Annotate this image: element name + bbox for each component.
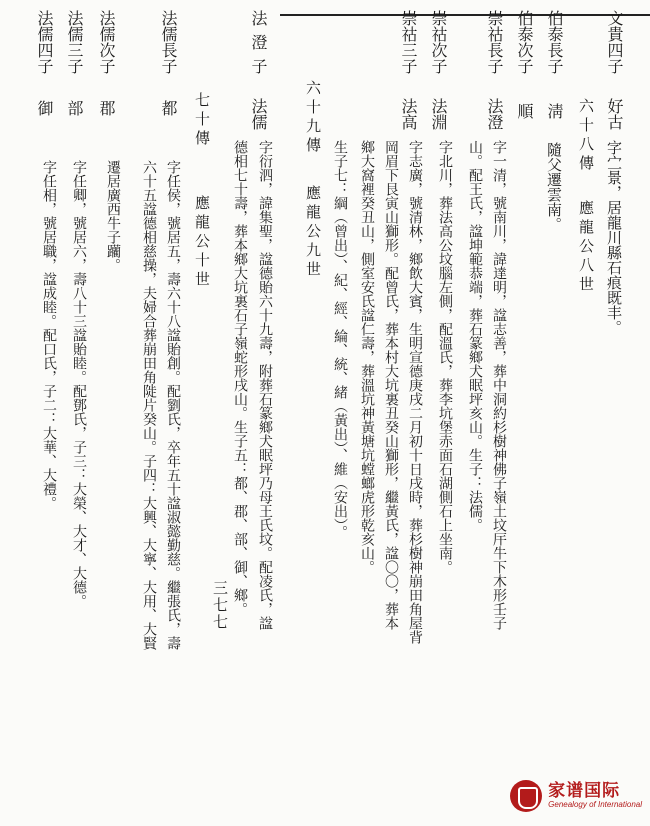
- name-haogu: 好古: [605, 98, 624, 130]
- header-name-col2: 伯泰長子: [545, 10, 564, 74]
- watermark-brand-cn: 家谱国际: [548, 781, 621, 802]
- generation-68-line: 應龍公八世: [577, 200, 595, 295]
- generation-68-label: 六十八傳: [577, 98, 595, 174]
- watermark-text: [548, 782, 642, 809]
- entry-jun: 遷居廣西牛子躪。: [105, 160, 121, 272]
- header-name-col6: 崇祜三子: [399, 10, 418, 74]
- name-du: 都: [159, 100, 178, 116]
- name-yu: 御: [35, 100, 54, 116]
- entry-fa-gao-4: 生子七：綱（曾出）、紀、經、綸、統、緒（黃出）、維（安出）。: [332, 140, 348, 539]
- entry-fa-gao-1: 字志廣，號清林，鄉飲大賓，生明宣德庚戌二月初十日戌時，葬杉樹神崩田角屋背: [407, 140, 423, 644]
- entry-fa-gao-3: 鄉大窩裡癸丑山，側室安氏諡仁壽，葬溫坑神黃塘坑螳螂虎形乾亥山。: [359, 140, 375, 574]
- entry-haogu: 字㝉景，居龍川縣石痕既丰。: [605, 140, 623, 335]
- name-shun: 順: [515, 103, 534, 119]
- generation-70-line: 應龍公十世: [193, 195, 211, 290]
- header-name-col1: 文貴四子: [605, 10, 624, 74]
- entry-fa-cheng-2: 山。配王氏，諡坤範恭端，葬石篆鄉犬眠坪亥山。生子：法儒。: [467, 140, 483, 532]
- top-rule: [280, 14, 650, 16]
- entry-fa-cheng-1: 字一清，號南川，諱達明，諡志善，葬中洞約杉樹神佛子嶺土坟厈牛下木形壬子: [491, 140, 507, 630]
- name-jun: 郡: [97, 100, 116, 116]
- name-qing: 淸: [545, 103, 564, 119]
- entry-yu: 字任相，號居職，諡成睦。配口氏，子二：大華、大禮。: [41, 160, 57, 510]
- entry-fa-ru-2: 德相七十壽，葬本鄉大坑裏石子嶺蛇形戌山。生子五：都、郡、部、御、鄉。: [232, 140, 248, 616]
- entry-bu: 字任卿，號居六，壽八十三諡貽睦。配鄧氏，子三：大榮、大才、大德。: [71, 160, 87, 608]
- entry-du-1: 字任侯，號居五，壽六十八諡貽創。配劉氏，卒年五十諡淑懿勤慈。繼張氏，壽: [165, 160, 181, 650]
- header-name-col8: 法儒長子: [159, 10, 178, 74]
- header-name-col10: 法儒三子: [65, 10, 84, 74]
- name-fa-yuan: 法淵: [429, 98, 448, 130]
- entry-fa-ru-1: 字衍泗，諱集聖，諡德貽六十九壽，附葬石篆鄉犬眠坪乃母王氏坟。配凌氏，諡: [257, 140, 273, 630]
- watermark: [510, 780, 642, 812]
- header-name-col4: 崇祜長子: [485, 10, 504, 74]
- generation-69-line: 應龍公九世: [304, 185, 322, 280]
- header-name-col11: 法儒四子: [35, 10, 54, 74]
- entry-fa-gao-2: 岡眉下艮寅山獅形。配曾氏，葬本村大坑裏丑癸山獅形，繼黃氏，諡〇〇，葬本: [383, 140, 399, 630]
- entry-qing: 隨父遷雲南。: [545, 142, 563, 232]
- header-name-col7: 法澄子: [249, 10, 268, 82]
- header-name-col5: 崇祜次子: [429, 10, 448, 74]
- entry-fa-yuan: 字北川，葬法高公坟腦左側，配溫氏，葬李坑堡赤面石湖側石上坐南。: [437, 140, 453, 574]
- generation-69-label: 六十九傳: [304, 80, 322, 156]
- generation-70-label: 七十傳: [193, 92, 211, 149]
- genealogy-logo-icon: [510, 780, 542, 812]
- entry-du-2: 六十五諡德相慈操，夫婦合葬崩田角𨺗片癸山。子四：大興、大寧、大用、大賢: [141, 160, 157, 650]
- name-fa-cheng: 法澄: [485, 98, 504, 130]
- name-fa-ru: 法儒: [249, 98, 268, 130]
- header-name-col3: 伯泰次子: [515, 10, 534, 74]
- name-fa-gao: 法高: [399, 98, 418, 130]
- watermark-brand-en: Genealogy of International: [548, 799, 642, 809]
- name-bu: 部: [65, 100, 84, 116]
- header-name-col9: 法儒次子: [97, 10, 116, 74]
- page-number: 三七七: [211, 580, 229, 631]
